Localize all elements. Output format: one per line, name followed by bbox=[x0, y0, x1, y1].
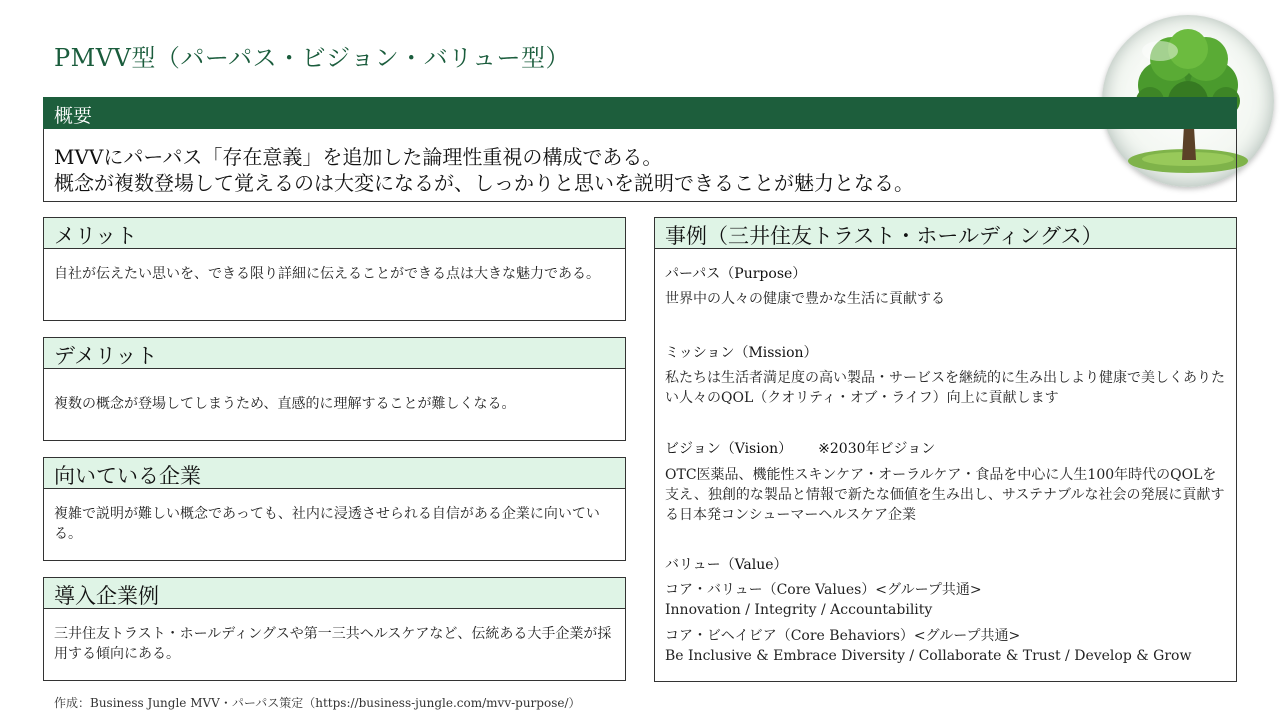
vision-text: OTC医薬品、機能性スキンケア・オーラルケア・食品を中心に人生100年時代のQOLを支え、独創的な製品と情報で新たな価値を生み出し、サステナブルな社会の発展に貢献する日本発コンシューマーヘルスケア企業 bbox=[665, 467, 1225, 523]
purpose-label: パーパス（Purpose） bbox=[665, 266, 807, 282]
vision-note: ※2030年ビジョン bbox=[818, 441, 936, 457]
purpose-text: 世界中の人々の健康で豊かな生活に貢献する bbox=[665, 291, 945, 307]
demerit-header bbox=[43, 337, 626, 369]
case-heading: 事例（三井住友トラスト・ホールディングス） bbox=[665, 224, 1103, 248]
adopters-card bbox=[43, 577, 626, 681]
suited-header bbox=[43, 457, 626, 489]
vision-label-row bbox=[665, 439, 1226, 459]
adopters-heading: 導入企業例 bbox=[54, 584, 159, 608]
adopters-header bbox=[43, 577, 626, 609]
merit-card bbox=[43, 217, 626, 321]
merit-text: 自社が伝えたい思いを、できる限り詳細に伝えることができる点は大きな魅力である。 bbox=[54, 266, 600, 282]
overview-body bbox=[43, 129, 1237, 202]
suited-text: 複雑で説明が難しい概念であっても、社内に浸透させられる自信がある企業に向いている。 bbox=[54, 506, 600, 542]
core-behaviors-text: Be Inclusive & Embrace Diversity / Collaborate & Trust / Develop & Grow bbox=[665, 648, 1192, 664]
adopters-body bbox=[43, 609, 626, 681]
overview-line-1: MVVにパーパス「存在意義」を追加した論理性重視の構成である。 bbox=[54, 145, 663, 169]
merit-heading: メリット bbox=[54, 224, 138, 248]
overview-heading: 概要 bbox=[54, 105, 93, 127]
overview-line-2: 概念が複数登場して覚えるのは大変になるが、しっかりと思いを説明できることが魅力となる。 bbox=[54, 171, 914, 195]
case-header bbox=[654, 217, 1237, 249]
value-label: バリュー（Value） bbox=[665, 557, 788, 573]
demerit-text: 複数の概念が登場してしまうため、直感的に理解することが難しくなる。 bbox=[54, 396, 516, 412]
case-study-card bbox=[654, 217, 1237, 682]
vision-label: ビジョン（Vision） bbox=[665, 441, 793, 457]
merit-body bbox=[43, 249, 626, 321]
core-values-text: Innovation / Integrity / Accountability bbox=[665, 602, 933, 618]
source-footer: 作成：Business Jungle MVV・パーパス策定（https://business-jungle.com/mvv-purpose/） bbox=[54, 696, 581, 710]
suited-heading: 向いている企業 bbox=[54, 464, 201, 488]
suited-card bbox=[43, 457, 626, 561]
overview-header bbox=[43, 97, 1237, 129]
core-values-label: コア・バリュー（Core Values）<グループ共通> bbox=[665, 582, 982, 598]
demerit-body bbox=[43, 369, 626, 441]
mission-text: 私たちは生活者満足度の高い製品・サービスを継続的に生み出しより健康で美しくありたい人々のQOL（クオリティ・オブ・ライフ）向上に貢献します bbox=[665, 370, 1225, 406]
core-behaviors-label: コア・ビヘイビア（Core Behaviors）<グループ共通> bbox=[665, 628, 1021, 644]
case-body bbox=[654, 249, 1237, 682]
page-title: PMVV型（パーパス・ビジョン・バリュー型） bbox=[54, 44, 570, 72]
demerit-heading: デメリット bbox=[54, 344, 158, 368]
merit-header bbox=[43, 217, 626, 249]
demerit-card bbox=[43, 337, 626, 441]
adopters-text: 三井住友トラスト・ホールディングスや第一三共ヘルスケアなど、伝統ある大手企業が採用する傾向にある。 bbox=[54, 626, 612, 662]
suited-body bbox=[43, 489, 626, 561]
mission-label: ミッション（Mission） bbox=[665, 345, 818, 361]
